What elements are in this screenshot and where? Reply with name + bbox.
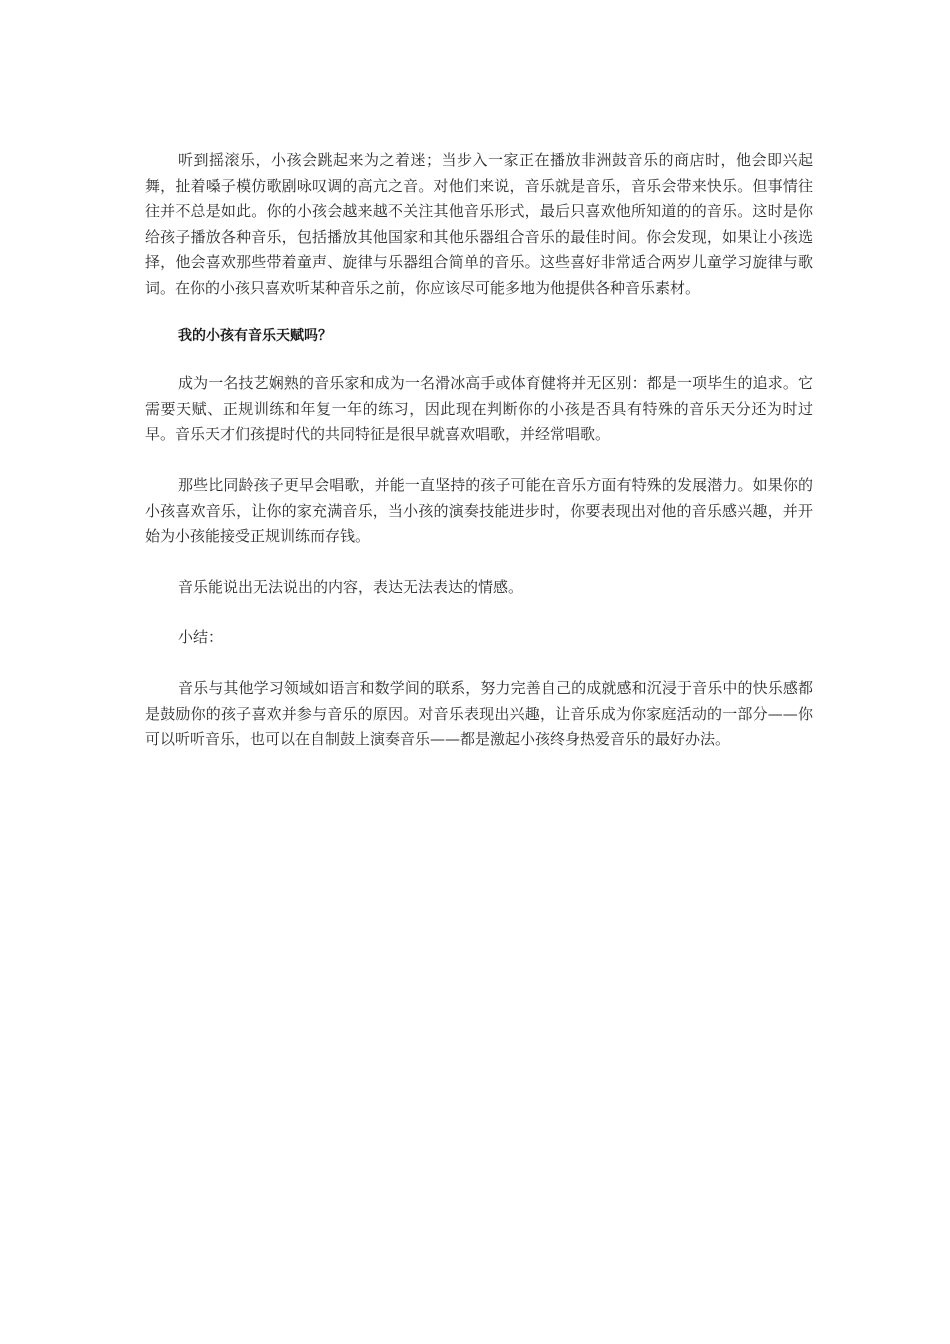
paragraph-intro: 听到摇滚乐，小孩会跳起来为之着迷；当步入一家正在播放非洲鼓音乐的商店时，他会即兴起舞，扯着嗓子模仿歌剧咏叹调的高亢之音。对他们来说，音乐就是音乐，音乐会带来快乐。但事情往往并不总是如此。你的小孩会越来越不关注其他音乐形式，最后只喜欢他所知道的的音乐。这时是你给孩子播放各种音乐，包括播放其他国家和其他乐器组合音乐的最佳时间。你会发现，如果让小孩选择，他会喜欢那些带着童声、旋律与乐器组合简单的音乐。这些喜好非常适合两岁儿童学习旋律与歌词。在你的小孩只喜欢听某种音乐之前，你应该尽可能多地为他提供各种音乐素材。 bbox=[145, 151, 813, 297]
paragraph-potential: 那些比同龄孩子更早会唱歌，并能一直坚持的孩子可能在音乐方面有特殊的发展潜力。如果你的小孩喜欢音乐，让你的家充满音乐，当小孩的演奏技能进步时，你要表现出对他的音乐感兴趣，并开始为小孩能接受正规训练而存钱。 bbox=[145, 475, 813, 546]
paragraph-summary: 音乐与其他学习领域如语言和数学间的联系，努力完善自己的成就感和沉浸于音乐中的快乐感都是鼓励你的孩子喜欢并参与音乐的原因。对音乐表现出兴趣，让音乐成为你家庭活动的一部分——你可以听听音乐，也可以在自制鼓上演奏音乐——都是激起小孩终身热爱音乐的最好办法。 bbox=[145, 678, 813, 749]
summary-label: 小结： bbox=[178, 628, 224, 647]
paragraph-quote: 音乐能说出无法说出的内容，表达无法表达的情感。 bbox=[178, 577, 524, 596]
paragraph-talent: 成为一名技艺娴熟的音乐家和成为一名滑冰高手或体育健将并无区别：都是一项毕生的追求。它需要天赋、正规训练和年复一年的练习，因此现在判断你的小孩是否具有特殊的音乐天分还为时过早。音乐天才们孩提时代的共同特征是很早就喜欢唱歌，并经常唱歌。 bbox=[145, 374, 813, 444]
document-body bbox=[145, 148, 813, 778]
section-heading: 我的小孩有音乐天赋吗？ bbox=[178, 327, 332, 344]
